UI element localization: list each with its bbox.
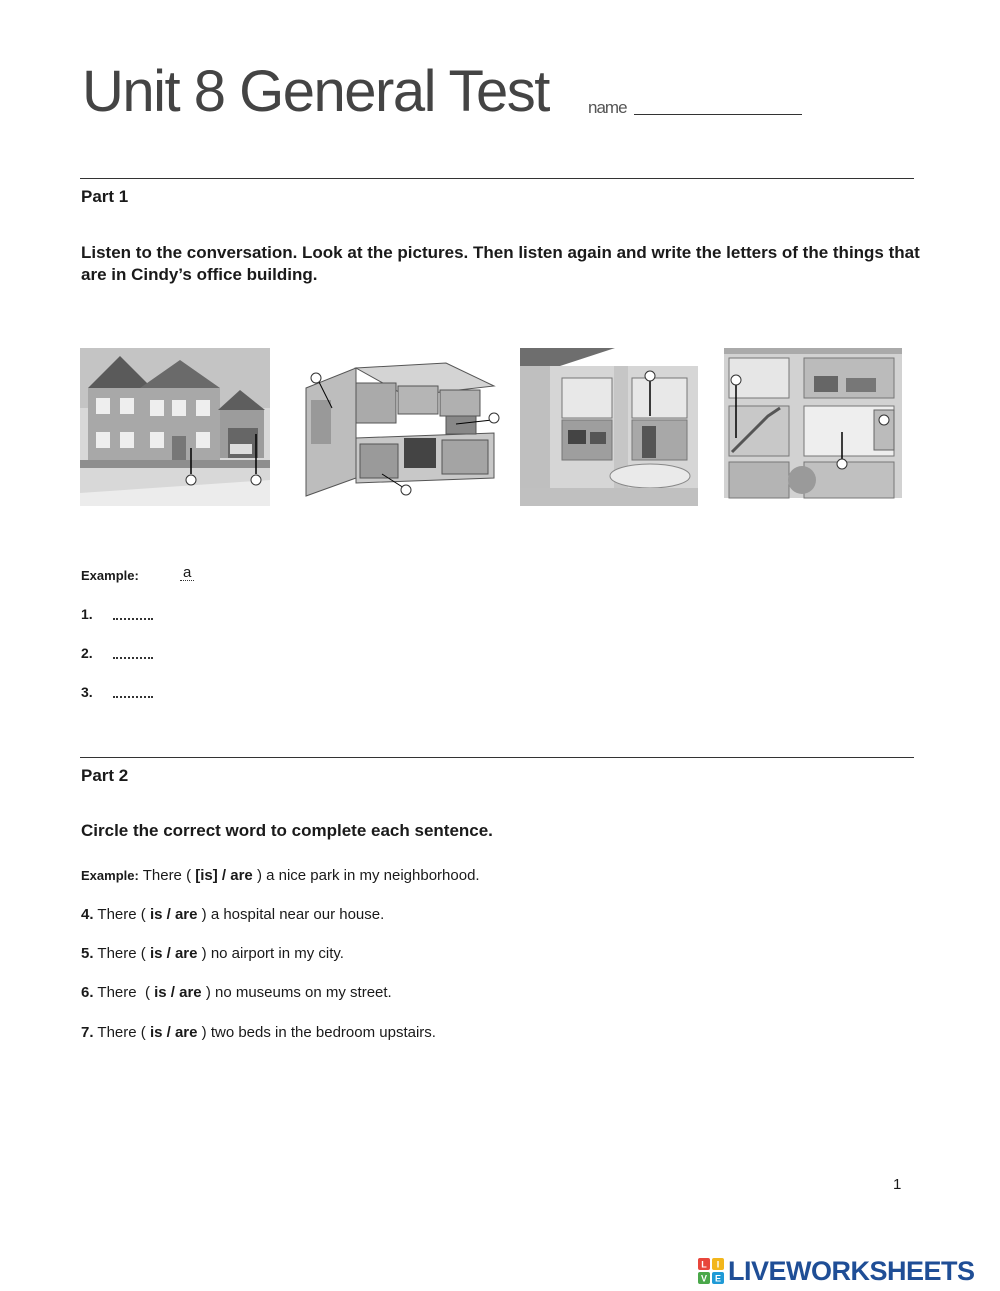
name-label: name xyxy=(588,98,627,117)
item-number: 3. xyxy=(81,684,93,700)
example-label: Example: xyxy=(81,868,139,883)
name-field[interactable] xyxy=(634,114,802,115)
part2-instruction: Circle the correct word to complete each sentence. xyxy=(81,821,493,840)
page-title: Unit 8 General Test xyxy=(82,59,549,124)
liveworksheets-brand: LIVEWORKSHEETS xyxy=(728,1255,975,1286)
part1-instruction: Listen to the conversation. Look at the pictures. Then listen again and write the letters of the things that are in Cindy’s office building. xyxy=(81,243,920,284)
choice-option[interactable]: is / are xyxy=(149,906,198,923)
svg-text:E: E xyxy=(714,1273,722,1284)
svg-text:L: L xyxy=(701,1259,707,1270)
choice-option[interactable]: is / are xyxy=(149,1024,198,1041)
answer-blank-2[interactable] xyxy=(113,657,153,659)
svg-text:V: V xyxy=(700,1273,708,1284)
office-lobby-picture xyxy=(520,348,698,506)
svg-text:I: I xyxy=(716,1259,720,1270)
sentence-item: 5. There ( is / are ) no airport in my city. xyxy=(81,945,344,962)
liveworksheets-logo[interactable] xyxy=(698,1257,975,1285)
page-number: 1 xyxy=(893,1176,902,1193)
divider xyxy=(80,757,914,758)
sentence-item: 6. There ( is / are ) no museums on my street. xyxy=(81,984,392,1001)
item-number: 2. xyxy=(81,645,93,661)
example-choice: [is] / are xyxy=(195,867,253,884)
example-label: Example: xyxy=(81,568,139,583)
part2-heading: Part 2 xyxy=(81,766,129,785)
example-sentence: Example: There ( [is] / are ) a nice park in my neighborhood. xyxy=(81,867,480,884)
apartment-building-picture xyxy=(724,348,902,506)
choice-option[interactable]: is / are xyxy=(154,984,202,1001)
choice-option[interactable]: is / are xyxy=(149,945,198,962)
example-answer: a xyxy=(180,566,194,581)
liveworksheets-logo-icon xyxy=(698,1258,724,1284)
sentence-item: 7. There ( is / are ) two beds in the bedroom upstairs. xyxy=(81,1024,436,1041)
item-number: 1. xyxy=(81,606,93,622)
part1-heading: Part 1 xyxy=(81,187,129,206)
house-picture xyxy=(80,348,270,506)
answer-blank-1[interactable] xyxy=(113,618,153,620)
kitchen-picture xyxy=(296,348,501,506)
divider xyxy=(80,178,914,179)
sentence-item: 4. There ( is / are ) a hospital near our house. xyxy=(81,906,385,923)
answer-blank-3[interactable] xyxy=(113,696,153,698)
